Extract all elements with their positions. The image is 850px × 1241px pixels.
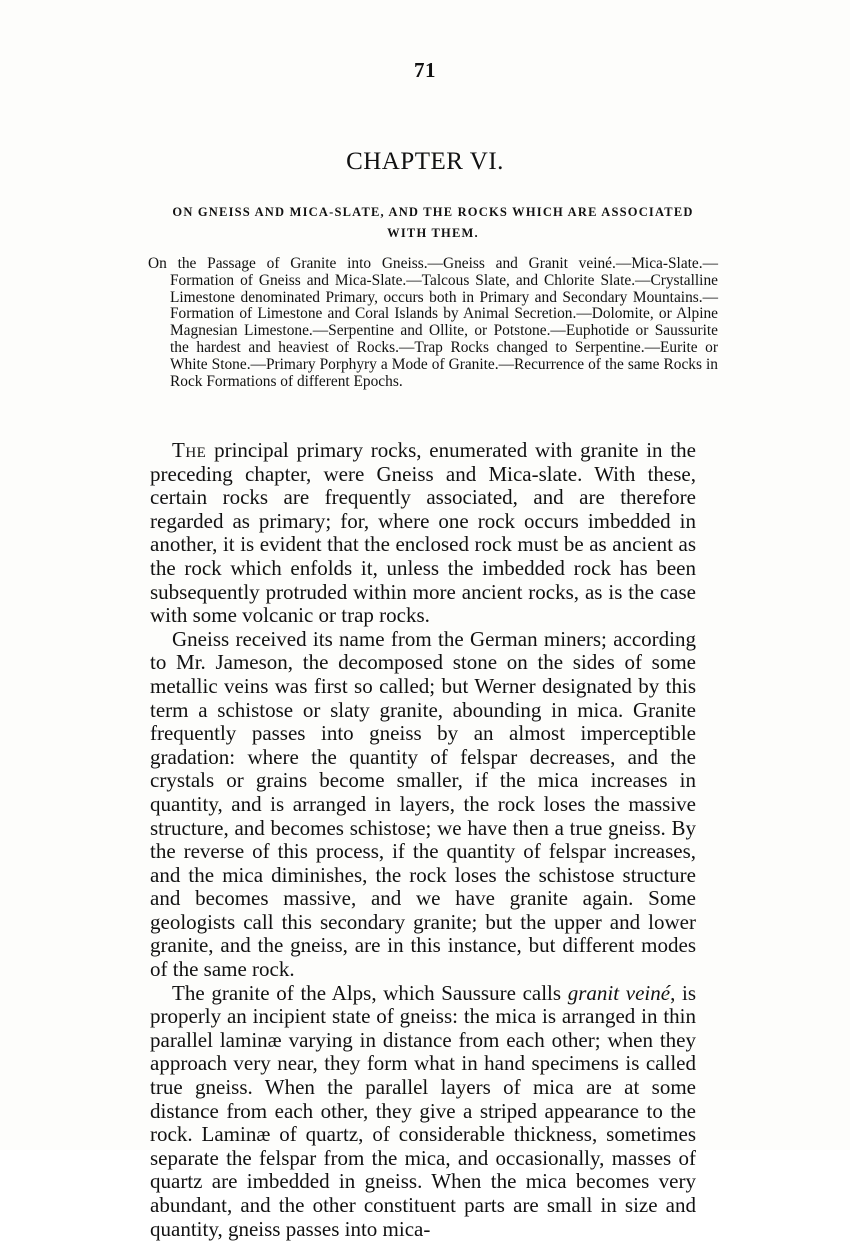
foreign-term: granit veiné <box>567 980 671 1005</box>
paragraph-3 <box>150 982 696 1241</box>
chapter-synopsis: On the Passage of Granite into Gneiss.—Gneiss and Granit veiné.—Mica-Slate.—Formation of Gneiss and Mica-Slate.—Talcous Slate, and Chlorite Slate.—Crystalline Limestone denominated Primary, occurs both in Primary and Secondary Mountains.—Formation of Limestone and Coral Islands by Animal Secretion.—Dolomite, or Alpine Magnesian Limestone.—Serpentine and Ollite, or Potstone.—Euphotide or Saussurite the hardest and heaviest of Rocks.—Trap Rocks changed to Serpentine.—Eurite or White Stone.—Primary Porphyry a Mode of Granite.—Recurrence of the same Rocks in Rock Formations of different Epochs. <box>148 255 718 390</box>
chapter-subtitle: ON GNEISS AND MICA-SLATE, AND THE ROCKS WHICH ARE ASSOCIATED WITH THEM. <box>172 205 694 240</box>
paragraph-3-text-b: , is properly an incipient state of gneiss: the mica is arranged in thin parallel laminæ varying in distance from each other; when they approach very near, they form what in hand specimens is called true gneiss. When the parallel layers of mica are at some distance from each other, they give a striped appearance to the rock. Laminæ of quartz, of considerable thickness, sometimes separate the felspar from the mica, and occasionally, masses of quartz are imbedded in gneiss. When the mica becomes very abundant, and the other constituent parts are small in size and quantity, gneiss passes into mica- <box>150 980 697 1241</box>
paragraph-1-text: principal primary rocks, enumerated with granite in the preceding chapter, were Gneiss and Mica-slate. With these, certain rocks are frequently associated, and are therefore regarded as primary; for, where one rock occurs imbedded in another, it is evident that the enclosed rock must be as ancient as the rock which enfolds it, unless the imbedded rock has been subsequently protruded within more ancient rocks, as is the case with some volcanic or trap rocks. <box>150 438 696 628</box>
paragraph-lead-word: The <box>172 438 207 462</box>
chapter-title: CHAPTER VI. <box>346 148 504 175</box>
paragraph-3-text-a: The granite of the Alps, which Saussure calls <box>172 980 568 1005</box>
page-number: 71 <box>414 58 436 82</box>
body-text <box>150 439 696 1241</box>
paragraph-1 <box>150 439 696 628</box>
paragraph-2: Gneiss received its name from the German miners; according to Mr. Jameson, the decomposed stone on the sides of some metallic veins was first so called; but Werner designated by this term a schistose or slaty granite, abounding in mica. Granite frequently passes into gneiss by an almost imperceptible gradation: where the quantity of felspar decreases, and the crystals or grains become smaller, if the mica increases in quantity, and is arranged in layers, the rock loses the massive structure, and becomes schistose; we have then a true gneiss. By the reverse of this process, if the quantity of felspar increases, and the mica diminishes, the rock loses the schistose structure and becomes massive, and we have granite again. Some geologists call this secondary granite; but the upper and lower granite, and the gneiss, are in this instance, but different modes of the same rock. <box>150 626 696 982</box>
